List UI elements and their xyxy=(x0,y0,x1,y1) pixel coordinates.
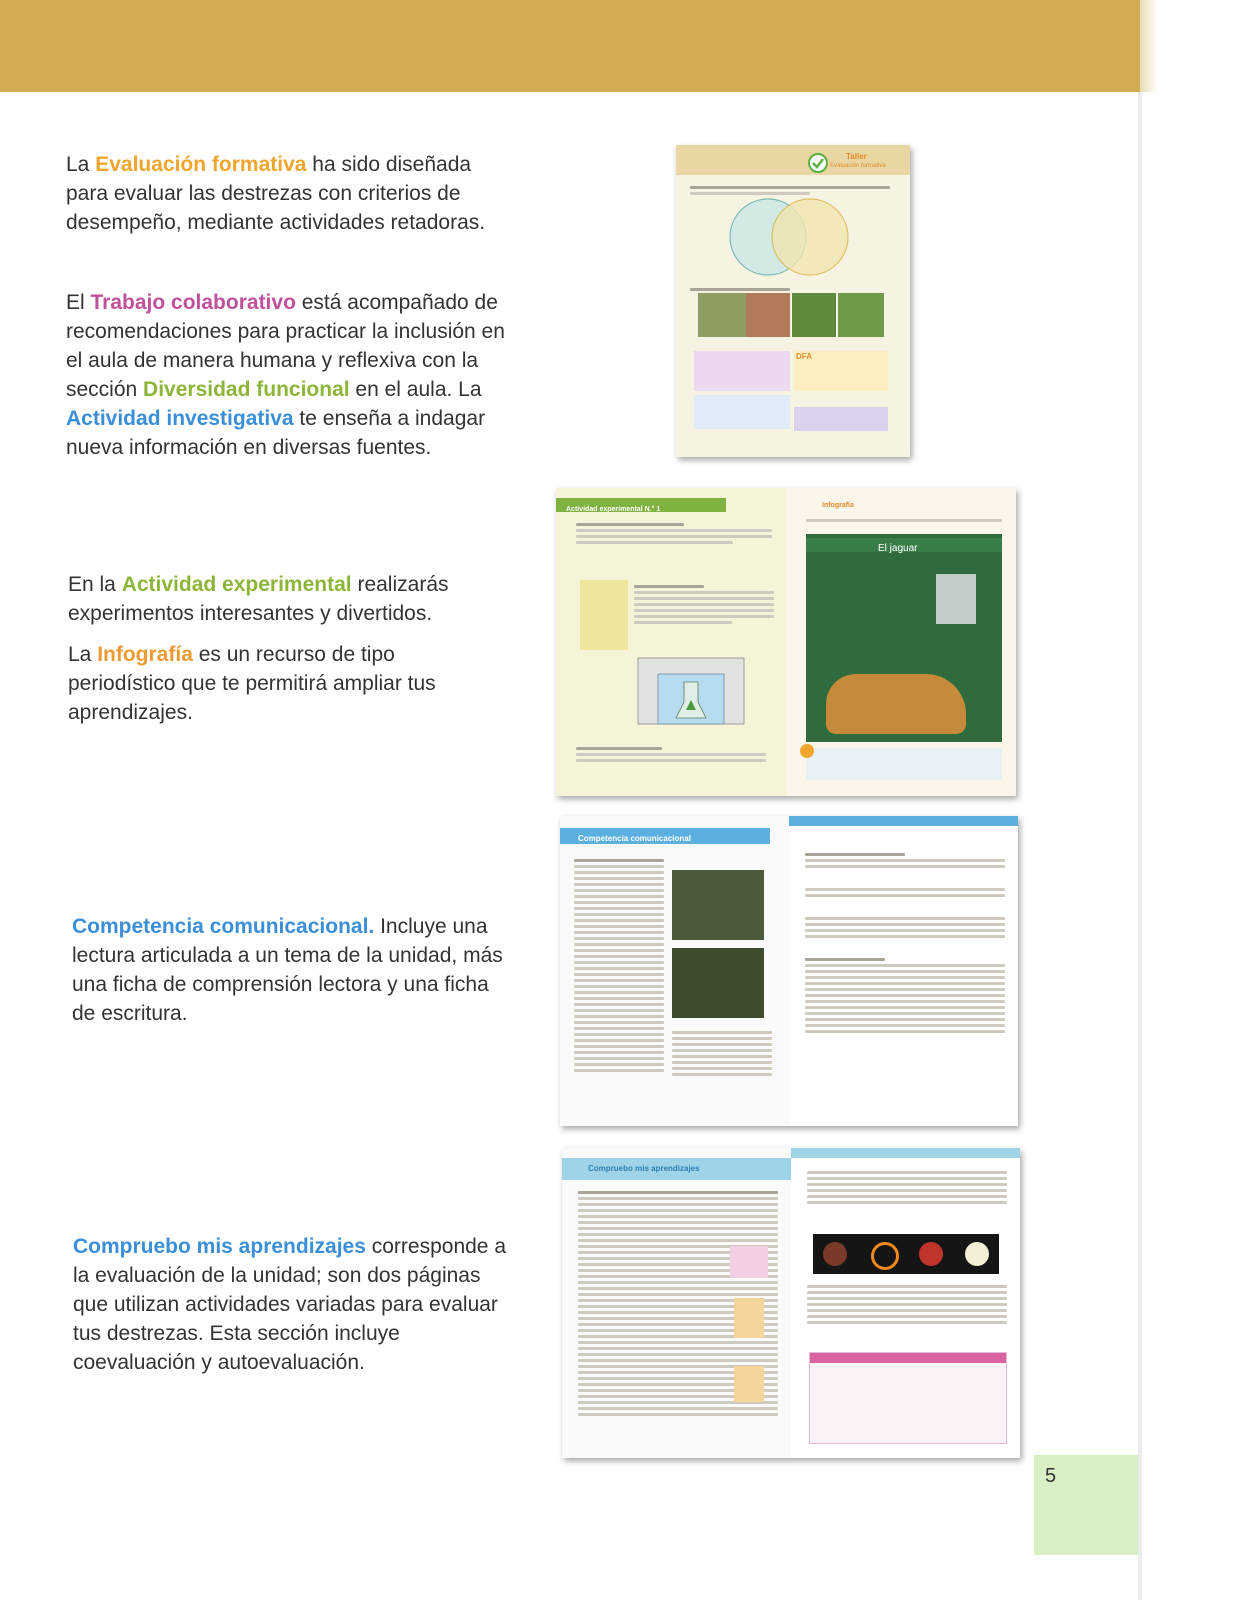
experiment-illustration xyxy=(636,652,746,728)
question-icon xyxy=(800,744,814,758)
suggestion-box xyxy=(794,407,888,431)
right-page xyxy=(786,488,1016,796)
thumbnail-subtitle: Evaluación formativa xyxy=(830,163,886,169)
evaluation-table xyxy=(809,1352,1007,1444)
answer-box xyxy=(734,1298,764,1338)
dfa-box xyxy=(794,351,888,391)
materials-box xyxy=(580,580,628,650)
left-page xyxy=(560,816,789,1126)
thumbnail-actividad-experimental-infografia xyxy=(556,488,1016,796)
paragraph-competencia-comunicacional: Competencia comunicacional. Incluye una lectura articulada a un tema de la unidad, más una ficha de comprensión lectora y una ficha de escritura. xyxy=(72,915,503,1025)
highlight-infografia: Infografía xyxy=(97,643,193,666)
top-band-edge xyxy=(1140,0,1158,92)
checkmark-icon xyxy=(808,153,828,173)
thumbnail-competencia-comunicacional xyxy=(560,816,1018,1126)
highlight-competencia-comunicacional: Competencia comunicacional. xyxy=(72,915,375,938)
highlight-actividad-experimental: Actividad experimental xyxy=(121,573,352,596)
highlight-trabajo-colaborativo: Trabajo colaborativo xyxy=(90,291,296,314)
text-lines xyxy=(690,183,890,198)
paragraph-evaluacion-formativa: La Evaluación formativa ha sido diseñada para evaluar las destrezas con criterios de desempeño, mediante actividades retadoras. xyxy=(66,153,486,234)
highlight-evaluacion-formativa: Evaluación formativa xyxy=(95,153,307,176)
plant-photo xyxy=(838,293,884,337)
right-page-title: Infografía xyxy=(822,502,854,509)
dfa-label: DFA xyxy=(796,352,812,361)
left-page-title: Competencia comunicacional xyxy=(578,834,691,843)
bear-photo-1 xyxy=(672,870,764,940)
left-title-bar xyxy=(560,828,770,844)
plant-photo xyxy=(746,293,790,337)
paragraph-compruebo-mis-aprendizajes: Compruebo mis aprendizajes corresponde a la evaluación de la unidad; son dos páginas que utilizan actividades variadas para evaluar tus destrezas. Esta sección incluye coevaluación y autoevaluación. xyxy=(73,1235,506,1374)
colaborativo-box xyxy=(694,351,790,391)
highlight-actividad-investigativa: Actividad investigativa xyxy=(66,407,294,430)
page-edge xyxy=(1138,92,1142,1600)
left-page-title: Compruebo mis aprendizajes xyxy=(588,1164,700,1173)
venn-diagram xyxy=(710,197,870,279)
thumbnail-evaluacion-formativa xyxy=(676,145,910,457)
plant-photo xyxy=(792,293,836,337)
jaguar-illustration xyxy=(826,674,966,734)
highlight-diversidad-funcional: Diversidad funcional xyxy=(143,378,350,401)
paragraph-infografia: La Infografía es un recurso de tipo periodístico que te permitirá ampliar tus aprendizajes. xyxy=(68,643,436,724)
thumbnail-header xyxy=(676,145,910,175)
plant-photo xyxy=(698,293,746,337)
paragraph-actividad-experimental: En la Actividad experimental realizarás experimentos interesantes y divertidos. xyxy=(68,573,449,625)
thumbnail-compruebo-mis-aprendizajes xyxy=(562,1148,1020,1458)
answer-box xyxy=(730,1246,768,1278)
investigativa-box xyxy=(694,395,790,429)
top-color-band xyxy=(0,0,1140,92)
right-page xyxy=(791,1148,1020,1458)
bear-photo-2 xyxy=(672,948,764,1018)
highlight-compruebo-mis-aprendizajes: Compruebo mis aprendizajes xyxy=(73,1235,366,1258)
eclipse-images xyxy=(813,1234,999,1274)
page-number: 5 xyxy=(1045,1465,1057,1487)
left-page xyxy=(556,488,786,796)
infographic-panel xyxy=(806,534,1002,742)
infographic-banner: El jaguar xyxy=(878,543,918,554)
paragraph-trabajo-colaborativo: El Trabajo colaborativo está acompañado de recomendaciones para practicar la inclusión en el aula de manera humana y reflexiva con la sección Diversidad funcional en el aula. La Actividad investigativa te enseña a indagar nueva información en diversas fuentes. xyxy=(66,291,505,459)
left-title-bar xyxy=(562,1158,791,1180)
answer-box xyxy=(734,1366,764,1402)
jaguar-silhouette xyxy=(936,574,976,624)
page-number-tab xyxy=(1034,1455,1138,1555)
left-page xyxy=(562,1148,791,1458)
questions-box xyxy=(806,748,1002,780)
left-page-title: Actividad experimental N.° 1 xyxy=(566,506,661,513)
thumbnail-title: Taller xyxy=(846,152,867,161)
left-title-bar xyxy=(556,498,726,512)
right-page xyxy=(789,816,1018,1126)
